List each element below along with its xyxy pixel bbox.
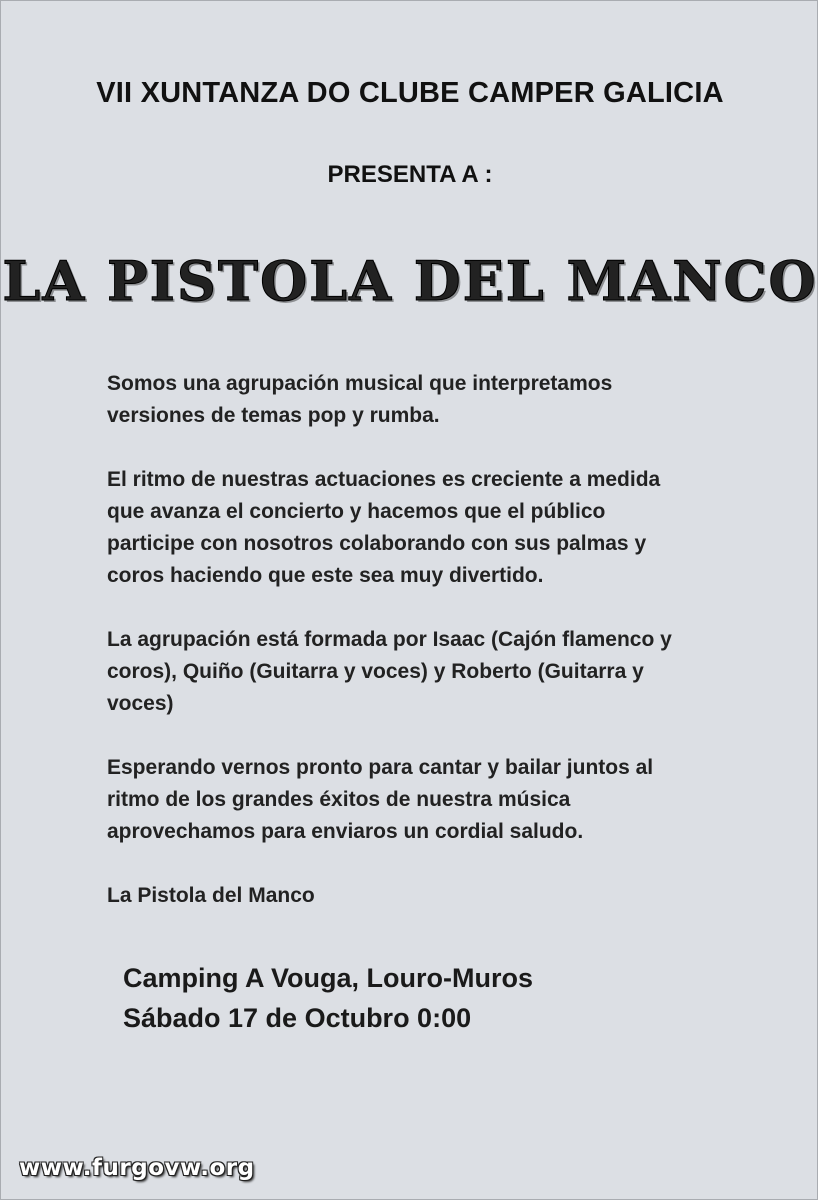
paragraph-greeting: Esperando vernos pronto para cantar y bailar juntos al ritmo de los grandes éxitos de nuestra música aprovechamos para enviaros un cordial saludo.	[107, 756, 654, 843]
paragraph-members: La agrupación está formada por Isaac (Cajón flamenco y coros), Quiño (Guitarra y voces) y Roberto (Guitarra y voces)	[107, 628, 672, 715]
paragraph-rhythm: El ritmo de nuestras actuaciones es creciente a medida que avanza el concierto y hacemos que el público participe con nosotros colaborando con sus palmas y coros haciendo que este sea muy divertido.	[107, 468, 661, 587]
description-body	[107, 368, 747, 912]
site-watermark: www.furgovw.org	[19, 1155, 255, 1181]
presents-subtitle: PRESENTA A :	[327, 161, 493, 188]
event-location: Camping A Vouga, Louro-Muros	[123, 963, 533, 993]
signature: La Pistola del Manco	[107, 884, 315, 907]
event-details	[123, 958, 533, 1038]
event-datetime: Sábado 17 de Octubro 0:00	[123, 1003, 472, 1033]
band-name-heading: LA PISTOLA DEL MANCO	[2, 249, 818, 313]
paragraph-intro: Somos una agrupación musical que interpretamos versiones de temas pop y rumba.	[107, 372, 613, 427]
event-title: VII XUNTANZA DO CLUBE CAMPER GALICIA	[96, 77, 724, 109]
